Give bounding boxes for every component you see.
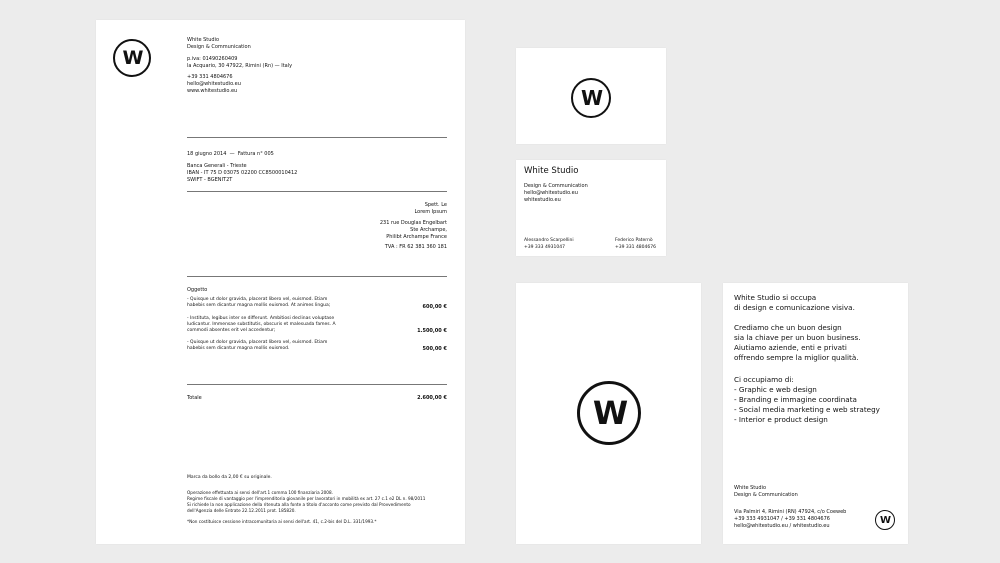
white-studio-logo — [571, 78, 611, 118]
white-studio-logo — [577, 381, 641, 445]
card-web: whitestudio.eu — [524, 197, 561, 203]
flyer-service-item: - Branding e immagine coordinata — [734, 395, 857, 404]
legal-note: Regime fiscale di vantaggio per l'imprenditoria giovanile per lavoratori in mobilità ex art. 27 c.1 e2 DL n. 98/2011 — [187, 496, 426, 501]
bank-name: Banca Generali - Trieste — [187, 163, 247, 169]
flyer-intro: di design e comunicazione visiva. — [734, 303, 855, 312]
flyer-footer-name: White Studio — [734, 485, 767, 491]
flyer-service-item: - Social media marketing e web strategy — [734, 405, 880, 414]
divider — [187, 384, 447, 385]
invoice-item-desc: ludicantur. Immensae substitutis, obscuris et malesuada fames. A — [187, 322, 336, 327]
logo-card — [516, 283, 701, 544]
total-value: 2.600,00 € — [417, 395, 447, 401]
footnote: *Non costituisce cessione intracomunitaria ai sensi dell'art. 41, c.2-bis del D.L. 331/1993.* — [187, 519, 377, 524]
flyer-paragraph: Crediamo che un buon design — [734, 323, 842, 332]
flyer-footer-address: Via Palmiri 4, Rimini (RN) 47924, c/o Coeweb — [734, 509, 847, 515]
flyer-footer-tagline: Design & Communication — [734, 492, 798, 498]
legal-note: Operazione effettuata ai sensi dell'art.1 comma 100 finanziaria 2008. — [187, 490, 333, 495]
divider — [187, 191, 447, 192]
recipient-addr2: Ste Archampe, — [410, 227, 447, 233]
card-person1-phone: +39 333 4931047 — [524, 245, 565, 250]
invoice-item-desc: - Quisque ut dolor gravida, placerat libero vel, euismod. Etiam — [187, 340, 328, 345]
flyer-footer-contacts: hello@whitestudio.eu / whitestudio.eu — [734, 523, 830, 529]
divider — [187, 276, 447, 277]
flyer-footer-phones: +39 333 4931047 / +39 331 4804676 — [734, 516, 830, 522]
logo-letter: W — [592, 394, 626, 432]
card-email: hello@whitestudio.eu — [524, 190, 578, 196]
invoice-item-amount: 500,00 € — [422, 346, 447, 352]
invoice-item-amount: 1.500,00 € — [417, 328, 447, 334]
legal-note: Si richiede la non applicazione della ritenuta alla fonte a titolo d'acconto come previsto dal Provvedimento — [187, 502, 411, 507]
recipient-addr1: 231 rue Douglas Engelbart — [379, 220, 447, 226]
recipient-name: Lorem Ipsum — [414, 209, 447, 215]
invoice-address: la Acquario, 30 47922, Rimini (Rn) — Italy — [187, 63, 293, 69]
total-label: Totale — [187, 395, 202, 401]
white-studio-logo — [113, 39, 151, 77]
logo-letter: W — [122, 47, 142, 69]
invoice-date-line: 18 giugno 2014 — Fattura n° 005 — [187, 151, 274, 157]
invoice-item-desc: habebis sem dicantur magna mollis euismod. At animes lingua; — [187, 303, 331, 308]
oggetto-label: Oggetto — [187, 287, 208, 293]
invoice-item-desc: - Instituta, legibus inter se differunt. Ambitiosi declinas voluptase — [187, 316, 335, 321]
card-name: White Studio — [524, 166, 579, 176]
flyer-services-title: Ci occupiamo di: — [734, 375, 794, 384]
invoice-web: www.whitestudio.eu — [187, 88, 238, 94]
invoice-header-name: White Studio — [187, 37, 220, 43]
logo-letter: W — [580, 86, 602, 110]
white-studio-logo — [875, 510, 895, 530]
recipient-salutation: Spett. Le — [424, 202, 447, 208]
business-card-back — [516, 160, 666, 256]
card-person2-name: Federico Paternò — [615, 238, 653, 243]
legal-note: dell'Agenzia delle Entrate 22.12.2011 prot. 185820. — [187, 508, 296, 513]
stamp-note: Marca da bollo da 2,00 € su originale. — [187, 475, 272, 480]
card-person2-phone: +39 331 4804676 — [615, 245, 656, 250]
recipient-addr3: Philibt Archampe France — [386, 234, 447, 240]
flyer-service-item: - Interior e product design — [734, 415, 828, 424]
invoice-item-desc: - Quisque ut dolor gravida, placerat libero vel, euismod. Etiam — [187, 297, 328, 302]
flyer-paragraph: Aiutiamo aziende, enti e privati — [734, 343, 847, 352]
flyer-intro: White Studio si occupa — [734, 293, 817, 302]
invoice-phone: +39 331 4804676 — [187, 74, 233, 80]
invoice-item-amount: 600,00 € — [422, 304, 447, 310]
flyer-card — [723, 283, 908, 544]
logo-letter: W — [879, 514, 891, 526]
invoice-piva: p.iva: 01490260409 — [187, 56, 238, 62]
invoice-sheet — [96, 20, 465, 544]
business-card-front — [516, 48, 666, 144]
invoice-item-desc: commodi absentes erit vel accedentur; — [187, 328, 276, 333]
bank-swift: SWIFT - BGENIT2T — [187, 177, 233, 183]
invoice-item-desc: habebis sem dicantur magna mollis euismod. — [187, 346, 290, 351]
card-person1-name: Alessandro Scarpellini — [524, 238, 574, 243]
card-tagline: Design & Communication — [524, 183, 588, 189]
recipient-tva: TVA : FR 62 381 360 181 — [384, 244, 447, 250]
flyer-service-item: - Graphic e web design — [734, 385, 817, 394]
flyer-paragraph: offrendo sempre la miglior qualità. — [734, 353, 859, 362]
bank-iban: IBAN - IT 75 D 03075 02200 CC8500010412 — [187, 170, 298, 176]
invoice-header-tagline: Design & Communication — [187, 44, 251, 50]
invoice-email: hello@whitestudio.eu — [187, 81, 241, 87]
flyer-paragraph: sia la chiave per un buon business. — [734, 333, 861, 342]
divider — [187, 137, 447, 138]
